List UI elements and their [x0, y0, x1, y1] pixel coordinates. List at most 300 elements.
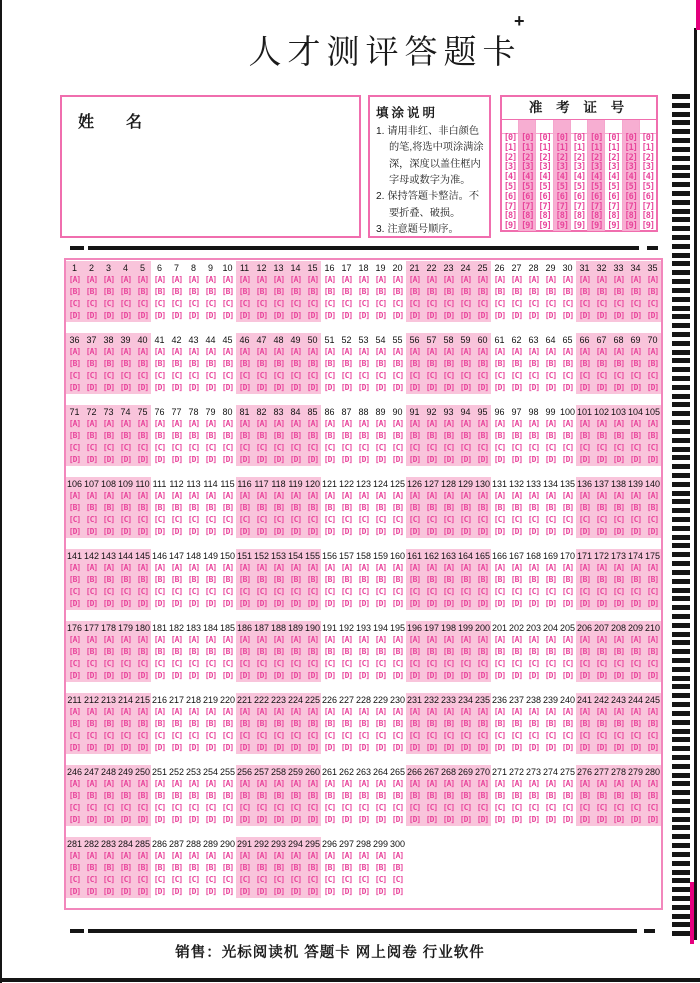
answer-bubble-A[interactable]: [A]	[102, 275, 115, 284]
answer-bubble-B[interactable]: [B]	[221, 719, 234, 728]
answer-bubble-D[interactable]: [D]	[85, 671, 98, 680]
answer-bubble-A[interactable]: [A]	[170, 707, 183, 716]
answer-bubble-C[interactable]: [C]	[374, 803, 387, 812]
ticket-digit-bubble-9[interactable]: [9]	[641, 221, 655, 232]
ticket-digit-bubble-8[interactable]: [8]	[590, 211, 603, 222]
answer-bubble-C[interactable]: [C]	[255, 515, 268, 524]
answer-bubble-D[interactable]: [D]	[221, 599, 234, 608]
answer-bubble-C[interactable]: [C]	[493, 587, 506, 596]
answer-bubble-C[interactable]: [C]	[187, 731, 200, 740]
answer-bubble-B[interactable]: [B]	[544, 647, 557, 656]
answer-bubble-C[interactable]: [C]	[544, 587, 557, 596]
answer-bubble-C[interactable]: [C]	[204, 515, 217, 524]
answer-bubble-C[interactable]: [C]	[408, 587, 421, 596]
answer-bubble-D[interactable]: [D]	[221, 815, 234, 824]
answer-bubble-B[interactable]: [B]	[102, 575, 115, 584]
answer-bubble-B[interactable]: [B]	[238, 791, 251, 800]
answer-bubble-B[interactable]: [B]	[527, 647, 540, 656]
answer-bubble-C[interactable]: [C]	[323, 443, 336, 452]
answer-bubble-C[interactable]: [C]	[646, 803, 659, 812]
answer-bubble-A[interactable]: [A]	[442, 419, 455, 428]
answer-bubble-C[interactable]: [C]	[153, 875, 166, 884]
answer-bubble-A[interactable]: [A]	[221, 347, 234, 356]
answer-bubble-D[interactable]: [D]	[510, 455, 523, 464]
answer-bubble-A[interactable]: [A]	[561, 563, 574, 572]
answer-bubble-C[interactable]: [C]	[357, 371, 370, 380]
answer-bubble-A[interactable]: [A]	[510, 491, 523, 500]
answer-bubble-A[interactable]: [A]	[629, 563, 642, 572]
answer-bubble-A[interactable]: [A]	[340, 491, 353, 500]
answer-bubble-A[interactable]: [A]	[595, 491, 608, 500]
answer-bubble-A[interactable]: [A]	[527, 347, 540, 356]
answer-bubble-D[interactable]: [D]	[391, 455, 404, 464]
answer-bubble-A[interactable]: [A]	[629, 635, 642, 644]
answer-bubble-A[interactable]: [A]	[408, 419, 421, 428]
answer-bubble-D[interactable]: [D]	[629, 599, 642, 608]
ticket-digit-bubble-9[interactable]: [9]	[538, 221, 551, 232]
answer-bubble-B[interactable]: [B]	[493, 359, 506, 368]
answer-bubble-B[interactable]: [B]	[170, 647, 183, 656]
answer-bubble-D[interactable]: [D]	[510, 743, 523, 752]
answer-bubble-B[interactable]: [B]	[272, 575, 285, 584]
answer-bubble-D[interactable]: [D]	[493, 455, 506, 464]
answer-bubble-B[interactable]: [B]	[527, 791, 540, 800]
answer-bubble-A[interactable]: [A]	[391, 851, 404, 860]
answer-bubble-C[interactable]: [C]	[374, 875, 387, 884]
answer-bubble-B[interactable]: [B]	[340, 719, 353, 728]
answer-bubble-A[interactable]: [A]	[340, 563, 353, 572]
answer-bubble-D[interactable]: [D]	[238, 599, 251, 608]
ticket-digit-bubble-1[interactable]: [1]	[590, 142, 603, 153]
answer-bubble-D[interactable]: [D]	[408, 455, 421, 464]
answer-bubble-C[interactable]: [C]	[119, 731, 132, 740]
answer-bubble-D[interactable]: [D]	[561, 599, 574, 608]
ticket-digit-bubble-9[interactable]: [9]	[503, 221, 517, 232]
answer-bubble-C[interactable]: [C]	[102, 731, 115, 740]
answer-bubble-A[interactable]: [A]	[527, 563, 540, 572]
answer-bubble-C[interactable]: [C]	[408, 443, 421, 452]
name-box[interactable]	[60, 95, 361, 238]
answer-bubble-D[interactable]: [D]	[476, 743, 489, 752]
answer-bubble-C[interactable]: [C]	[442, 731, 455, 740]
answer-bubble-A[interactable]: [A]	[136, 491, 149, 500]
answer-bubble-B[interactable]: [B]	[136, 647, 149, 656]
answer-bubble-B[interactable]: [B]	[340, 503, 353, 512]
answer-bubble-A[interactable]: [A]	[578, 419, 591, 428]
answer-bubble-D[interactable]: [D]	[136, 455, 149, 464]
answer-bubble-A[interactable]: [A]	[629, 419, 642, 428]
answer-bubble-D[interactable]: [D]	[68, 311, 81, 320]
answer-bubble-A[interactable]: [A]	[238, 491, 251, 500]
answer-bubble-C[interactable]: [C]	[459, 299, 472, 308]
answer-bubble-C[interactable]: [C]	[510, 803, 523, 812]
answer-bubble-C[interactable]: [C]	[442, 659, 455, 668]
answer-bubble-D[interactable]: [D]	[255, 455, 268, 464]
answer-bubble-C[interactable]: [C]	[170, 731, 183, 740]
ticket-digit-bubble-3[interactable]: [3]	[538, 162, 551, 173]
answer-bubble-A[interactable]: [A]	[306, 563, 319, 572]
answer-bubble-A[interactable]: [A]	[374, 419, 387, 428]
answer-bubble-C[interactable]: [C]	[442, 803, 455, 812]
answer-bubble-D[interactable]: [D]	[374, 887, 387, 896]
answer-bubble-C[interactable]: [C]	[85, 587, 98, 596]
answer-bubble-D[interactable]: [D]	[306, 671, 319, 680]
ticket-digit-bubble-6[interactable]: [6]	[555, 191, 568, 202]
answer-bubble-A[interactable]: [A]	[255, 347, 268, 356]
ticket-digit-bubble-0[interactable]: [0]	[521, 133, 534, 143]
answer-bubble-A[interactable]: [A]	[153, 635, 166, 644]
answer-bubble-A[interactable]: [A]	[289, 707, 302, 716]
answer-bubble-B[interactable]: [B]	[204, 575, 217, 584]
answer-bubble-D[interactable]: [D]	[85, 599, 98, 608]
answer-bubble-C[interactable]: [C]	[85, 299, 98, 308]
answer-bubble-C[interactable]: [C]	[204, 299, 217, 308]
answer-bubble-C[interactable]: [C]	[493, 659, 506, 668]
answer-bubble-A[interactable]: [A]	[374, 491, 387, 500]
answer-bubble-A[interactable]: [A]	[68, 491, 81, 500]
answer-bubble-B[interactable]: [B]	[85, 287, 98, 296]
answer-bubble-A[interactable]: [A]	[357, 779, 370, 788]
answer-bubble-D[interactable]: [D]	[272, 671, 285, 680]
answer-bubble-D[interactable]: [D]	[646, 527, 659, 536]
answer-bubble-C[interactable]: [C]	[85, 803, 98, 812]
answer-bubble-B[interactable]: [B]	[323, 431, 336, 440]
answer-bubble-B[interactable]: [B]	[204, 791, 217, 800]
answer-bubble-B[interactable]: [B]	[476, 431, 489, 440]
answer-bubble-A[interactable]: [A]	[425, 275, 438, 284]
answer-bubble-A[interactable]: [A]	[119, 779, 132, 788]
answer-bubble-A[interactable]: [A]	[612, 275, 625, 284]
answer-bubble-A[interactable]: [A]	[323, 779, 336, 788]
answer-bubble-C[interactable]: [C]	[289, 299, 302, 308]
ticket-digit-bubble-9[interactable]: [9]	[555, 221, 568, 232]
answer-bubble-A[interactable]: [A]	[391, 419, 404, 428]
answer-bubble-B[interactable]: [B]	[170, 575, 183, 584]
answer-bubble-A[interactable]: [A]	[442, 707, 455, 716]
ticket-digit-bubble-9[interactable]: [9]	[624, 221, 637, 232]
answer-bubble-A[interactable]: [A]	[272, 635, 285, 644]
answer-bubble-B[interactable]: [B]	[578, 503, 591, 512]
ticket-digit-bubble-4[interactable]: [4]	[538, 172, 551, 183]
ticket-digit-bubble-5[interactable]: [5]	[555, 181, 568, 192]
answer-bubble-B[interactable]: [B]	[238, 647, 251, 656]
answer-bubble-D[interactable]: [D]	[629, 671, 642, 680]
answer-bubble-C[interactable]: [C]	[68, 587, 81, 596]
answer-bubble-A[interactable]: [A]	[323, 491, 336, 500]
answer-bubble-A[interactable]: [A]	[221, 779, 234, 788]
answer-bubble-B[interactable]: [B]	[391, 359, 404, 368]
answer-bubble-B[interactable]: [B]	[442, 791, 455, 800]
answer-bubble-B[interactable]: [B]	[510, 719, 523, 728]
ticket-digit-bubble-5[interactable]: [5]	[503, 181, 517, 192]
answer-bubble-D[interactable]: [D]	[221, 887, 234, 896]
answer-bubble-B[interactable]: [B]	[629, 431, 642, 440]
answer-bubble-A[interactable]: [A]	[85, 347, 98, 356]
answer-bubble-D[interactable]: [D]	[595, 455, 608, 464]
answer-bubble-A[interactable]: [A]	[629, 779, 642, 788]
answer-bubble-D[interactable]: [D]	[170, 383, 183, 392]
answer-bubble-C[interactable]: [C]	[306, 587, 319, 596]
answer-bubble-D[interactable]: [D]	[493, 815, 506, 824]
answer-bubble-B[interactable]: [B]	[255, 719, 268, 728]
answer-bubble-B[interactable]: [B]	[170, 287, 183, 296]
answer-bubble-D[interactable]: [D]	[136, 383, 149, 392]
ticket-digit-bubble-4[interactable]: [4]	[521, 172, 534, 183]
answer-bubble-A[interactable]: [A]	[357, 635, 370, 644]
answer-bubble-B[interactable]: [B]	[510, 575, 523, 584]
answer-bubble-D[interactable]: [D]	[357, 311, 370, 320]
answer-bubble-D[interactable]: [D]	[306, 599, 319, 608]
answer-bubble-A[interactable]: [A]	[272, 779, 285, 788]
answer-bubble-A[interactable]: [A]	[119, 635, 132, 644]
answer-bubble-A[interactable]: [A]	[102, 779, 115, 788]
answer-bubble-B[interactable]: [B]	[187, 575, 200, 584]
answer-bubble-A[interactable]: [A]	[221, 707, 234, 716]
answer-bubble-B[interactable]: [B]	[119, 359, 132, 368]
answer-bubble-B[interactable]: [B]	[119, 647, 132, 656]
answer-bubble-C[interactable]: [C]	[612, 659, 625, 668]
answer-bubble-C[interactable]: [C]	[561, 659, 574, 668]
answer-bubble-D[interactable]: [D]	[459, 743, 472, 752]
answer-bubble-A[interactable]: [A]	[578, 491, 591, 500]
answer-bubble-A[interactable]: [A]	[204, 635, 217, 644]
answer-bubble-C[interactable]: [C]	[357, 443, 370, 452]
answer-bubble-A[interactable]: [A]	[340, 275, 353, 284]
answer-bubble-D[interactable]: [D]	[170, 743, 183, 752]
answer-bubble-D[interactable]: [D]	[119, 455, 132, 464]
answer-bubble-A[interactable]: [A]	[170, 275, 183, 284]
answer-bubble-D[interactable]: [D]	[85, 743, 98, 752]
answer-bubble-A[interactable]: [A]	[221, 851, 234, 860]
answer-bubble-B[interactable]: [B]	[374, 719, 387, 728]
answer-bubble-A[interactable]: [A]	[340, 635, 353, 644]
answer-bubble-B[interactable]: [B]	[340, 431, 353, 440]
answer-bubble-B[interactable]: [B]	[595, 719, 608, 728]
answer-bubble-C[interactable]: [C]	[289, 731, 302, 740]
answer-bubble-D[interactable]: [D]	[272, 383, 285, 392]
answer-bubble-B[interactable]: [B]	[255, 647, 268, 656]
answer-bubble-B[interactable]: [B]	[646, 359, 659, 368]
answer-bubble-C[interactable]: [C]	[306, 659, 319, 668]
answer-bubble-C[interactable]: [C]	[391, 875, 404, 884]
answer-bubble-A[interactable]: [A]	[119, 347, 132, 356]
answer-bubble-D[interactable]: [D]	[221, 383, 234, 392]
answer-bubble-C[interactable]: [C]	[459, 443, 472, 452]
answer-bubble-C[interactable]: [C]	[578, 371, 591, 380]
answer-bubble-C[interactable]: [C]	[272, 443, 285, 452]
answer-bubble-C[interactable]: [C]	[119, 299, 132, 308]
answer-bubble-A[interactable]: [A]	[493, 275, 506, 284]
answer-bubble-B[interactable]: [B]	[221, 431, 234, 440]
answer-bubble-C[interactable]: [C]	[170, 371, 183, 380]
answer-bubble-A[interactable]: [A]	[544, 275, 557, 284]
answer-bubble-A[interactable]: [A]	[85, 419, 98, 428]
answer-bubble-A[interactable]: [A]	[425, 419, 438, 428]
answer-bubble-B[interactable]: [B]	[323, 719, 336, 728]
answer-bubble-D[interactable]: [D]	[323, 599, 336, 608]
answer-bubble-D[interactable]: [D]	[119, 383, 132, 392]
answer-bubble-B[interactable]: [B]	[476, 575, 489, 584]
answer-bubble-C[interactable]: [C]	[391, 443, 404, 452]
answer-bubble-A[interactable]: [A]	[527, 419, 540, 428]
answer-bubble-D[interactable]: [D]	[238, 527, 251, 536]
answer-bubble-B[interactable]: [B]	[289, 719, 302, 728]
answer-bubble-D[interactable]: [D]	[408, 743, 421, 752]
answer-bubble-C[interactable]: [C]	[357, 515, 370, 524]
answer-bubble-D[interactable]: [D]	[357, 455, 370, 464]
answer-bubble-B[interactable]: [B]	[612, 431, 625, 440]
answer-bubble-C[interactable]: [C]	[255, 731, 268, 740]
answer-bubble-D[interactable]: [D]	[323, 887, 336, 896]
answer-bubble-D[interactable]: [D]	[391, 599, 404, 608]
answer-bubble-D[interactable]: [D]	[357, 743, 370, 752]
answer-bubble-C[interactable]: [C]	[68, 443, 81, 452]
answer-bubble-C[interactable]: [C]	[153, 515, 166, 524]
answer-bubble-C[interactable]: [C]	[238, 299, 251, 308]
ticket-digit-bubble-2[interactable]: [2]	[555, 152, 568, 163]
answer-bubble-A[interactable]: [A]	[459, 275, 472, 284]
answer-bubble-C[interactable]: [C]	[527, 587, 540, 596]
answer-bubble-C[interactable]: [C]	[102, 803, 115, 812]
answer-bubble-B[interactable]: [B]	[187, 719, 200, 728]
answer-bubble-A[interactable]: [A]	[578, 779, 591, 788]
answer-bubble-A[interactable]: [A]	[493, 419, 506, 428]
answer-bubble-A[interactable]: [A]	[544, 707, 557, 716]
answer-bubble-C[interactable]: [C]	[136, 875, 149, 884]
answer-bubble-D[interactable]: [D]	[340, 743, 353, 752]
answer-bubble-B[interactable]: [B]	[476, 791, 489, 800]
answer-bubble-C[interactable]: [C]	[510, 299, 523, 308]
answer-bubble-D[interactable]: [D]	[340, 455, 353, 464]
answer-bubble-D[interactable]: [D]	[442, 455, 455, 464]
answer-bubble-B[interactable]: [B]	[272, 359, 285, 368]
answer-bubble-C[interactable]: [C]	[221, 587, 234, 596]
answer-bubble-D[interactable]: [D]	[425, 815, 438, 824]
answer-bubble-B[interactable]: [B]	[408, 359, 421, 368]
answer-bubble-C[interactable]: [C]	[561, 587, 574, 596]
answer-bubble-D[interactable]: [D]	[323, 311, 336, 320]
ticket-digit-bubble-7[interactable]: [7]	[555, 201, 568, 212]
answer-bubble-D[interactable]: [D]	[357, 815, 370, 824]
answer-bubble-B[interactable]: [B]	[629, 791, 642, 800]
ticket-digit-bubble-6[interactable]: [6]	[503, 191, 517, 202]
answer-bubble-A[interactable]: [A]	[476, 419, 489, 428]
answer-bubble-D[interactable]: [D]	[595, 743, 608, 752]
ticket-digit-bubble-1[interactable]: [1]	[538, 142, 551, 153]
answer-bubble-C[interactable]: [C]	[221, 443, 234, 452]
answer-bubble-C[interactable]: [C]	[374, 515, 387, 524]
answer-bubble-D[interactable]: [D]	[306, 455, 319, 464]
answer-bubble-C[interactable]: [C]	[153, 803, 166, 812]
answer-bubble-C[interactable]: [C]	[340, 515, 353, 524]
answer-bubble-B[interactable]: [B]	[255, 575, 268, 584]
answer-bubble-B[interactable]: [B]	[119, 287, 132, 296]
ticket-digit-bubble-3[interactable]: [3]	[624, 162, 637, 173]
answer-bubble-C[interactable]: [C]	[102, 299, 115, 308]
ticket-write-cell[interactable]	[502, 120, 518, 134]
answer-bubble-B[interactable]: [B]	[561, 431, 574, 440]
answer-bubble-D[interactable]: [D]	[510, 527, 523, 536]
answer-bubble-C[interactable]: [C]	[306, 443, 319, 452]
answer-bubble-D[interactable]: [D]	[85, 815, 98, 824]
ticket-digit-bubble-3[interactable]: [3]	[641, 162, 655, 173]
ticket-digit-bubble-0[interactable]: [0]	[624, 133, 637, 143]
answer-bubble-B[interactable]: [B]	[289, 647, 302, 656]
answer-bubble-D[interactable]: [D]	[153, 743, 166, 752]
answer-bubble-B[interactable]: [B]	[612, 359, 625, 368]
answer-bubble-B[interactable]: [B]	[357, 791, 370, 800]
answer-bubble-A[interactable]: [A]	[204, 275, 217, 284]
answer-bubble-B[interactable]: [B]	[221, 503, 234, 512]
answer-bubble-D[interactable]: [D]	[544, 311, 557, 320]
answer-bubble-A[interactable]: [A]	[170, 491, 183, 500]
answer-bubble-A[interactable]: [A]	[425, 491, 438, 500]
answer-bubble-B[interactable]: [B]	[221, 287, 234, 296]
answer-bubble-D[interactable]: [D]	[204, 887, 217, 896]
answer-bubble-D[interactable]: [D]	[255, 383, 268, 392]
ticket-digit-bubble-7[interactable]: [7]	[641, 201, 655, 212]
answer-bubble-C[interactable]: [C]	[136, 587, 149, 596]
answer-bubble-B[interactable]: [B]	[527, 287, 540, 296]
answer-bubble-A[interactable]: [A]	[153, 275, 166, 284]
answer-bubble-C[interactable]: [C]	[510, 659, 523, 668]
answer-bubble-B[interactable]: [B]	[357, 359, 370, 368]
answer-bubble-B[interactable]: [B]	[374, 647, 387, 656]
answer-bubble-B[interactable]: [B]	[272, 791, 285, 800]
answer-bubble-C[interactable]: [C]	[544, 299, 557, 308]
answer-bubble-A[interactable]: [A]	[646, 779, 659, 788]
answer-bubble-D[interactable]: [D]	[85, 311, 98, 320]
answer-bubble-B[interactable]: [B]	[544, 791, 557, 800]
answer-bubble-D[interactable]: [D]	[255, 815, 268, 824]
answer-bubble-B[interactable]: [B]	[323, 503, 336, 512]
answer-bubble-D[interactable]: [D]	[612, 671, 625, 680]
answer-bubble-C[interactable]: [C]	[391, 299, 404, 308]
answer-bubble-A[interactable]: [A]	[153, 491, 166, 500]
answer-bubble-C[interactable]: [C]	[238, 803, 251, 812]
answer-bubble-B[interactable]: [B]	[238, 575, 251, 584]
answer-bubble-B[interactable]: [B]	[459, 719, 472, 728]
answer-bubble-D[interactable]: [D]	[187, 671, 200, 680]
answer-bubble-C[interactable]: [C]	[425, 659, 438, 668]
answer-bubble-A[interactable]: [A]	[527, 779, 540, 788]
answer-bubble-B[interactable]: [B]	[238, 503, 251, 512]
ticket-digit-bubble-4[interactable]: [4]	[555, 172, 568, 183]
answer-bubble-C[interactable]: [C]	[204, 371, 217, 380]
answer-bubble-B[interactable]: [B]	[272, 719, 285, 728]
answer-bubble-A[interactable]: [A]	[578, 707, 591, 716]
answer-bubble-A[interactable]: [A]	[510, 419, 523, 428]
answer-bubble-D[interactable]: [D]	[204, 455, 217, 464]
answer-bubble-B[interactable]: [B]	[578, 359, 591, 368]
answer-bubble-A[interactable]: [A]	[187, 347, 200, 356]
answer-bubble-C[interactable]: [C]	[595, 731, 608, 740]
answer-bubble-A[interactable]: [A]	[544, 491, 557, 500]
answer-bubble-B[interactable]: [B]	[187, 287, 200, 296]
answer-bubble-B[interactable]: [B]	[493, 503, 506, 512]
answer-bubble-B[interactable]: [B]	[306, 287, 319, 296]
answer-bubble-C[interactable]: [C]	[646, 731, 659, 740]
answer-bubble-D[interactable]: [D]	[68, 671, 81, 680]
answer-bubble-D[interactable]: [D]	[187, 887, 200, 896]
answer-bubble-D[interactable]: [D]	[527, 743, 540, 752]
answer-bubble-A[interactable]: [A]	[102, 707, 115, 716]
answer-bubble-C[interactable]: [C]	[68, 803, 81, 812]
answer-bubble-A[interactable]: [A]	[119, 707, 132, 716]
answer-bubble-A[interactable]: [A]	[646, 563, 659, 572]
answer-bubble-B[interactable]: [B]	[272, 503, 285, 512]
answer-bubble-D[interactable]: [D]	[68, 815, 81, 824]
